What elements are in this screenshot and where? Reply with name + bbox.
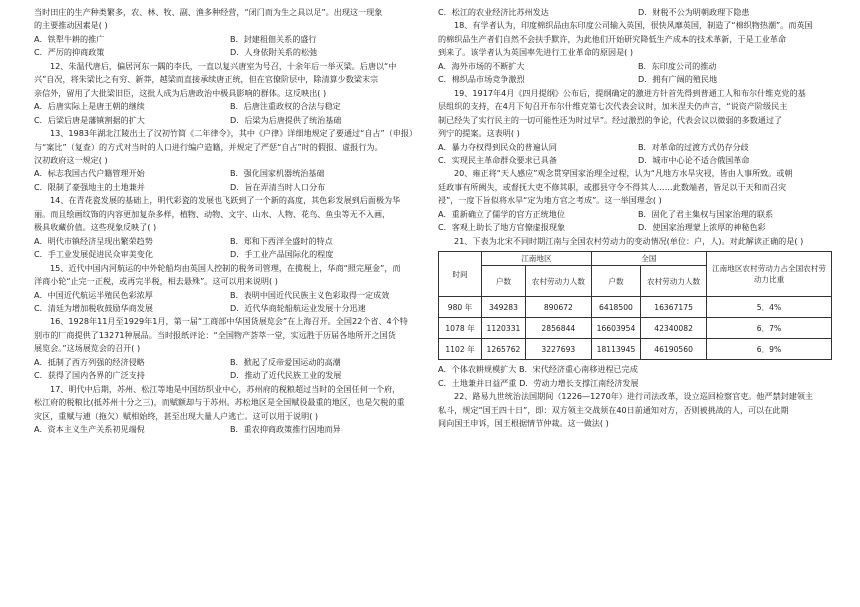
option-text: D．推动了近代民族工业的发展 [230, 370, 342, 381]
option-text: D．城市中心论不适合俄国革命 [638, 154, 750, 165]
question-stem: 21、下表为北宋不同时期江南与全国农村劳动力的变动情况(单位：户，人)。对此解读正确的是( ) [454, 235, 804, 246]
option-text: D．拥有广阔的殖民地 [638, 74, 718, 85]
option-row [438, 6, 838, 19]
text-line: C．土地兼并日益严重 D．劳动力增长支撑江南经济发展 [438, 377, 639, 388]
option-text: B．郑和下西洋全盛时的特点 [230, 235, 333, 246]
option-text: C．客观上助长了地方官僚虚报现象 [438, 222, 566, 233]
option-text: A．标志我国古代户籍管理开始 [34, 168, 145, 179]
text-line: 与“案比”（复查）的方式对当时的人口进行编户造籍，并规定了严惩“自占”时的假报、虚报行为。 [34, 141, 383, 152]
option-row [34, 235, 426, 248]
option-row [34, 423, 426, 436]
right-bottom-text [438, 363, 838, 430]
option-row [438, 221, 838, 234]
option-row [438, 141, 838, 154]
option-row [34, 302, 426, 315]
text-line: 兴”自况，将朱梁比之有穷、新莽，越梁而直接承续唐正统，但在官僚阶层中，除清算少数梁末宗 [34, 74, 379, 85]
table-cell: 1102 年 [439, 339, 482, 360]
text-line: 极具收藏价值。这些现象反映了( ) [34, 222, 157, 233]
option-row [34, 356, 426, 369]
text-line: 层组织的支持，在4月下旬召开布尔什维克第七次代表会议时，加米涅夫仍声言，“说资产阶级民主 [438, 101, 788, 112]
option-text: D．财税不公为明朝政理下隐患 [638, 7, 750, 17]
question-stem: 12、朱温代唐后，偏居河东一隅的李氏，一直以复兴唐室为号召，十余年后一举灭梁。后唐以“中 [50, 60, 397, 71]
option-row [34, 100, 426, 113]
question-stem: 15、近代中国内河航运的中外轮船均由英国人控制的税务司管理，在揽税上，华商“照完厘金”，而 [50, 262, 401, 273]
text-line: 间向国王申诉，国王根据情节仲裁。这一做法( ) [438, 417, 609, 428]
table-cell: 1078 年 [439, 318, 482, 339]
option-text: B．封建租佃关系的盛行 [230, 33, 317, 44]
option-text: D．近代华商轮船航运业发展十分迅速 [230, 302, 366, 313]
table-cell: 1265762 [482, 339, 526, 360]
text-line: 列宁的提案。这表明( ) [438, 128, 520, 139]
option-row [34, 114, 426, 127]
option-text: C．清廷为增加税收鼓励华商发展 [34, 302, 153, 313]
text-line: 松江府的税粮比(抵苏州十分之三)，而赋额却与于苏州。苏松地区是全国赋役最重的地区，也是欠税的重 [34, 397, 405, 408]
option-text: A．中国近代航运半殖民色彩浓厚 [34, 289, 153, 300]
option-text: B．固化了君主集权与国家治理的联系 [638, 208, 774, 219]
option-text: B．重农抑商政策推行因地而异 [230, 424, 341, 435]
table-cell: 890672 [525, 297, 591, 318]
option-text: C．棉织品市场竞争激烈 [438, 74, 525, 85]
option-row [438, 208, 838, 221]
table-cell: 6．7% [707, 318, 832, 339]
question-stem: 13、1983年湖北江陵出土了汉初竹简《二年律令》，其中《户律》详细地规定了要通过“自占”（申报） [50, 128, 418, 139]
table-cell: 18113945 [591, 339, 640, 360]
option-text: B．东印度公司的推动 [638, 60, 717, 71]
table-cell: 16367175 [641, 297, 707, 318]
right-top-text [438, 6, 838, 248]
table-cell: 42340082 [641, 318, 707, 339]
table-row [439, 339, 832, 360]
table-cell: 6．9% [707, 339, 832, 360]
option-row [34, 289, 426, 302]
option-text: D．旨在弄清当时人口分布 [230, 181, 326, 192]
option-text: C．手工业发展促进民众审美变化 [34, 249, 153, 260]
option-text: B．掀起了反帝爱国运动的高潮 [230, 356, 341, 367]
option-row [34, 46, 426, 59]
table-cell: 6418500 [591, 297, 640, 318]
table-cell: 349283 [482, 297, 526, 318]
table-cell: 46190560 [641, 339, 707, 360]
option-text: A．海外市场的不断扩大 [438, 60, 525, 71]
text-line: 汉初政府这一规定( ) [34, 154, 108, 165]
option-row [34, 167, 426, 180]
table-cell: 980 年 [439, 297, 482, 318]
option-text: A．铁犁牛耕的推广 [34, 33, 105, 44]
question-stem: 16、1928年11月至1929年1月，第一届“工商部中华国货展览会”在上海召开。全国22个省、4个特 [50, 316, 408, 327]
text-line: 私斗，规定“国王四十日”，即：双方领主交战须在40日前通知对方，否则被挑战的人，可以在此期 [438, 404, 789, 415]
option-text: C．松江的农业经济比苏州发达 [438, 7, 549, 17]
option-text: B．对革命的过渡方式仍存分歧 [638, 141, 749, 152]
table-row [439, 318, 832, 339]
right-column [438, 6, 838, 430]
table-cell: 3227693 [525, 339, 591, 360]
option-text: B．强化国家机器统治基础 [230, 168, 325, 179]
text-line: 灾区，重赋与逋（拖欠）赋相始终，甚至出现大量人户逃亡。这可以用于说明( ) [34, 410, 319, 421]
table-cell: 16603954 [591, 318, 640, 339]
option-text: C．实现民主革命群众要求已具备 [438, 154, 557, 165]
option-text: B．表明中国近代民族主义色彩取得一定成效 [230, 289, 390, 300]
text-line: A．个体农耕规模扩大 B．宋代经济重心南移进程已完成 [438, 364, 638, 375]
option-text: C．获得了国内各界的广泛支持 [34, 370, 145, 381]
text-line: 展览会。”这场展览会的召开( ) [34, 343, 141, 354]
left-column [34, 6, 426, 437]
header-households: 户数 [591, 266, 640, 297]
question-stem: 14、在青花瓷发展的基础上，明代彩瓷的发展也飞跃到了一个新的高度，其色彩发展到后面极为华 [50, 195, 401, 206]
question-stem: 22、路易九世统治法国期间（1226—1270年）进行司法改革，设立巡回检察官吏。他严禁封建领主 [454, 391, 814, 402]
table-row [439, 297, 832, 318]
text-line: 洋商小轮“止完一正税，或再完半税，相去悬殊”。这可以用来说明( ) [34, 276, 278, 287]
option-text: A．明代市镇经济呈现出繁荣趋势 [34, 235, 153, 246]
option-row [34, 369, 426, 382]
option-row [438, 60, 838, 73]
text-line: 制已经失了实行民主的一切可能性还为时过早”。经过激烈的争论，代表会议以微弱的多数通过了 [438, 114, 783, 125]
text-line: 到来了。该学者认为英国率先进行工业革命的原因是( ) [438, 47, 634, 58]
option-text: D．后梁为后唐提供了统治基础 [230, 114, 342, 125]
header-labor: 农村劳动力人数 [525, 266, 591, 297]
option-text: C．严厉的抑商政策 [34, 47, 105, 58]
text-line: 廷政事有所阙失，或督抚大吏不修其职，或郡县守令不得其人……此数端者，皆足以干天和而召灾 [438, 181, 787, 192]
header-ratio: 江南地区农村劳动力占全国农村劳动力比重 [707, 252, 832, 297]
question-stem: 19、1917年4月《四月提纲》公布后，提纲确定的激进方针首先得到普通工人和布尔什维克党的基 [454, 87, 806, 98]
table-cell: 1120331 [482, 318, 526, 339]
question-stem: 17、明代中后期，苏州、松江等地是中国纺织业中心，苏州府的税粮超过当时的全国任何一个府， [50, 383, 401, 394]
option-text: D．人身依附关系的松弛 [230, 47, 318, 58]
header-time: 时间 [439, 252, 482, 297]
table-cell: 2856844 [525, 318, 591, 339]
option-text: A．后唐实际上是唐王朝的继续 [34, 101, 145, 112]
text-line: 祲”，一度下旨似将水旱“定为地方官之考成”。这一举国理念( ) [438, 195, 662, 206]
option-text: A．资本主义生产关系初见端倪 [34, 424, 145, 435]
text-line: 丽。而且绘画纹饰的内容更加复杂多样，植物、动物、文字、山水、人物、花鸟、鱼虫等无不入画， [34, 208, 391, 219]
option-text: C．后梁后唐是藩镇割据的扩大 [34, 114, 145, 125]
header-labor: 农村劳动力人数 [641, 266, 707, 297]
text-line: 的棉织品生产者们自然不会扶手默许，为此他们开始研究降低生产成本的技术革新，于是工业革命 [438, 33, 787, 44]
option-text: D．使国家治理蒙上浓厚的神秘色彩 [638, 222, 766, 233]
header-national: 全国 [591, 252, 706, 266]
option-text: D．手工业产品国际化的程度 [230, 249, 334, 260]
option-row [438, 73, 838, 86]
option-row [34, 248, 426, 261]
labor-table [438, 251, 832, 360]
option-text: C．限制了豪强地主的土地兼并 [34, 181, 145, 192]
option-text: A．暴力夺权得到民众的普遍认同 [438, 141, 557, 152]
option-row [34, 181, 426, 194]
header-households: 户数 [482, 266, 526, 297]
header-jiangnan: 江南地区 [482, 252, 592, 266]
question-stem: 18、有学者认为，印度棉织品由东印度公司输入英国，很快风靡英国，制造了“棉织物热潮”。而英国 [454, 20, 813, 31]
option-text: A．抵制了西方列强的经济侵略 [34, 356, 145, 367]
option-row [438, 154, 838, 167]
text-line: 当时田庄的生产种类繁多，农、林、牧、副、渔多种经营，“闭门而为生之具以足”。出现这一现象 [34, 7, 383, 17]
text-line: 别市的厂商提供了13271种展品。当时报纸评论：“全国物产荟萃一堂，实远胜于历届各地所开之国货 [34, 329, 396, 340]
option-row [34, 33, 426, 46]
option-text: A．重新确立了儒学的官方正统地位 [438, 208, 565, 219]
text-line: 的主要推动因素是( ) [34, 20, 108, 31]
text-line: 亲信外，留用了大批梁旧臣，这批人成为后唐政治中极具影响的群体。这反映出( ) [34, 87, 327, 98]
question-stem: 20、雍正将“天人感应”观念贯穿国家治理全过程，认为“凡地方水旱灾祲，皆由人事所致。或朝 [454, 168, 793, 179]
option-text: B．后唐注重政权的合法与稳定 [230, 101, 341, 112]
table-cell: 5．4% [707, 297, 832, 318]
